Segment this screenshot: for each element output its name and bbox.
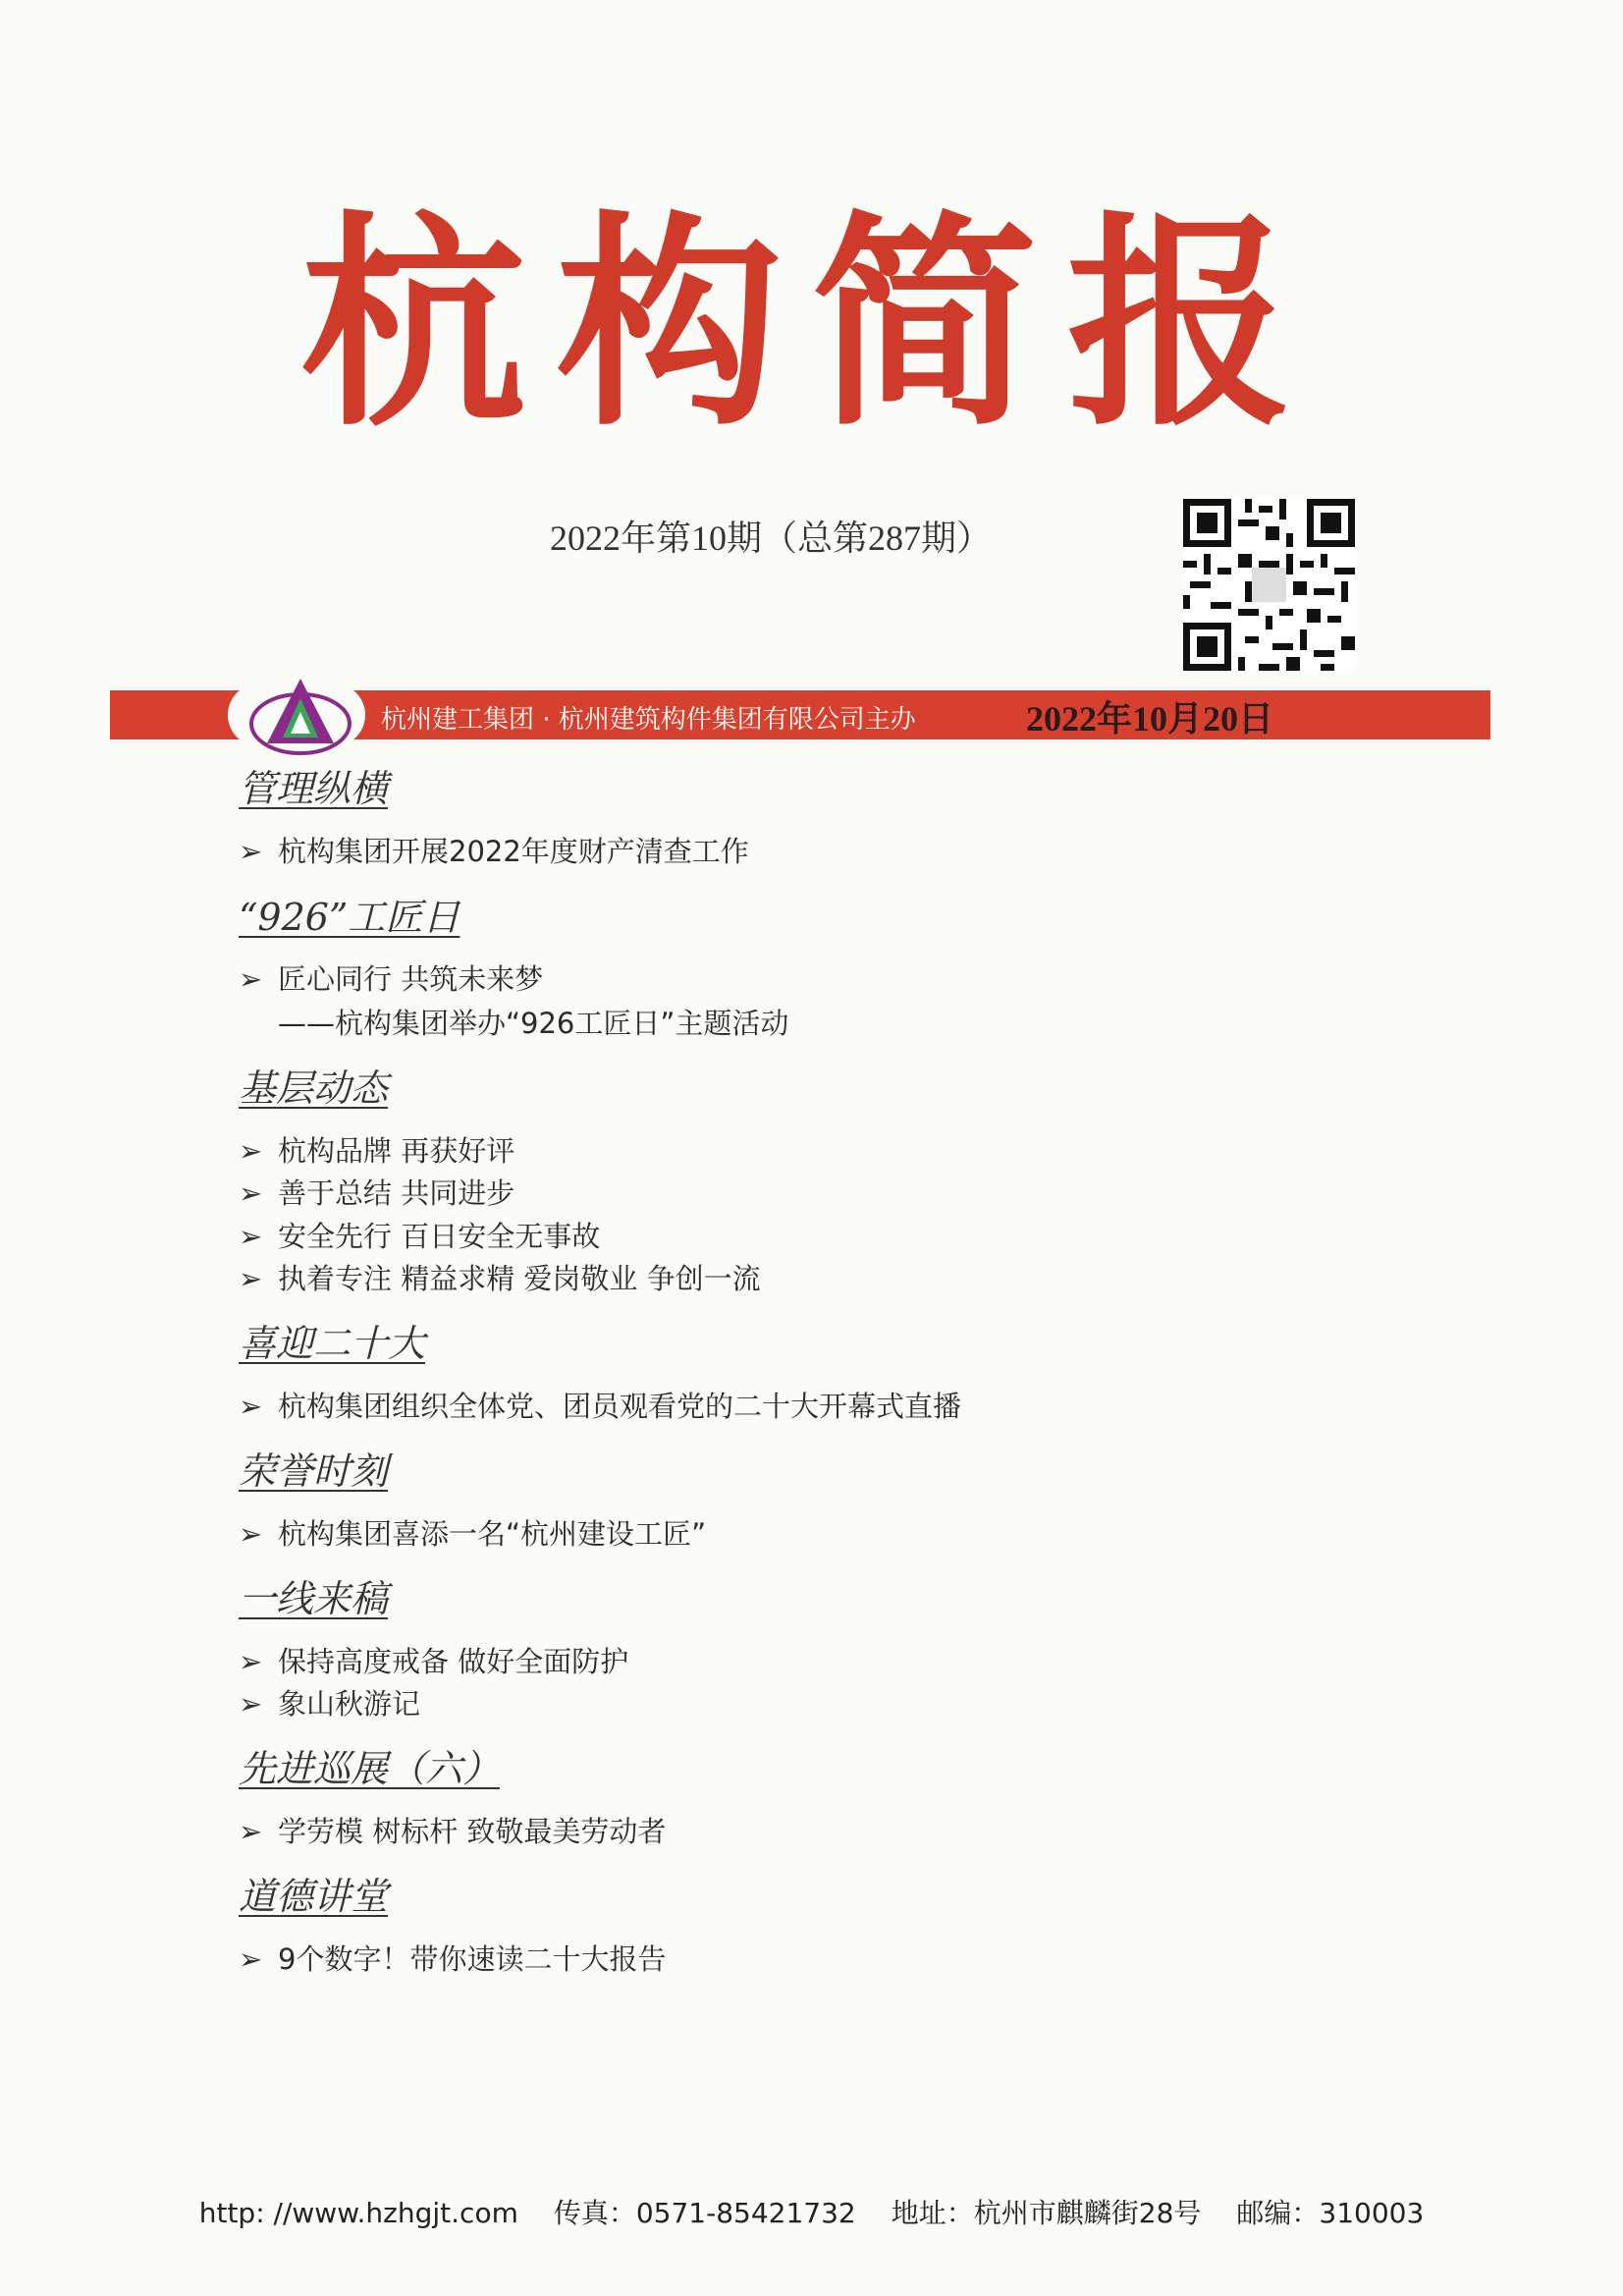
- issue-number: 2022年第10期（总第287期）: [550, 519, 993, 558]
- section-title: 喜迎二十大: [239, 1322, 426, 1365]
- footer-postcode: 邮编：310003: [1236, 2197, 1425, 2229]
- publish-date: 2022年10月20日: [1026, 699, 1274, 738]
- section-title: 管理纵横: [239, 767, 389, 810]
- triangle-arrow-icon: ➢: [239, 1390, 263, 1423]
- list-item: ➢ 善于总结 共同进步: [239, 1176, 515, 1210]
- list-item: ➢ 杭构集团组织全体党、团员观看党的二十大开幕式直播: [239, 1390, 962, 1423]
- list-item: ➢ 执着专注 精益求精 爱岗敬业 争创一流: [239, 1262, 761, 1295]
- masthead-title: 杭构简报: [300, 191, 1323, 457]
- list-item: ➢ 象山秋游记: [239, 1687, 421, 1721]
- section-title: 一线来稿: [239, 1577, 389, 1620]
- section-title: 基层动态: [239, 1066, 389, 1110]
- section-title: 荣誉时刻: [239, 1449, 389, 1493]
- list-item: ➢ 9个数字！带你速读二十大报告: [239, 1942, 667, 1976]
- triangle-arrow-icon: ➢: [239, 962, 263, 996]
- list-item: ➢ 保持高度戒备 做好全面防护: [239, 1645, 629, 1678]
- footer-address: 地址：杭州市麒麟街28号: [891, 2197, 1202, 2229]
- triangle-arrow-icon: ➢: [239, 835, 263, 868]
- footer-website[interactable]: http: //www.hzhgjt.com: [198, 2197, 518, 2229]
- list-item: ➢ 杭构品牌 再获好评: [239, 1134, 515, 1168]
- triangle-arrow-icon: ➢: [239, 1517, 263, 1551]
- list-item-subtitle: ——杭构集团举办“926工匠日”主题活动: [278, 1007, 789, 1040]
- footer: [0, 2192, 1623, 2231]
- list-item: ➢ 学劳模 树标杆 致敬最美劳动者: [239, 1815, 667, 1848]
- triangle-arrow-icon: ➢: [239, 1687, 263, 1721]
- triangle-arrow-icon: ➢: [239, 1262, 263, 1295]
- footer-fax: 传真：0571-85421732: [553, 2197, 856, 2229]
- triangle-arrow-icon: ➢: [239, 1645, 263, 1678]
- triangle-arrow-icon: ➢: [239, 1134, 263, 1168]
- triangle-arrow-icon: ➢: [239, 1220, 263, 1253]
- list-item: ➢ 匠心同行 共筑未来梦: [239, 962, 544, 996]
- sponsor-text: 杭州建工集团 · 杭州建筑构件集团有限公司主办: [381, 705, 916, 735]
- section-title: 先进巡展（六）: [239, 1747, 501, 1790]
- company-logo-icon: [247, 673, 353, 761]
- triangle-arrow-icon: ➢: [239, 1176, 263, 1210]
- list-item: ➢ 杭构集团开展2022年度财产清查工作: [239, 835, 749, 868]
- qr-code-icon: [1183, 499, 1355, 671]
- list-item: ➢ 安全先行 百日安全无事故: [239, 1220, 601, 1253]
- section-title: “926”工匠日: [239, 896, 460, 939]
- section-title: 道德讲堂: [239, 1875, 389, 1918]
- triangle-arrow-icon: ➢: [239, 1815, 263, 1848]
- triangle-arrow-icon: ➢: [239, 1942, 263, 1976]
- list-item: ➢ 杭构集团喜添一名“杭州建设工匠”: [239, 1517, 707, 1551]
